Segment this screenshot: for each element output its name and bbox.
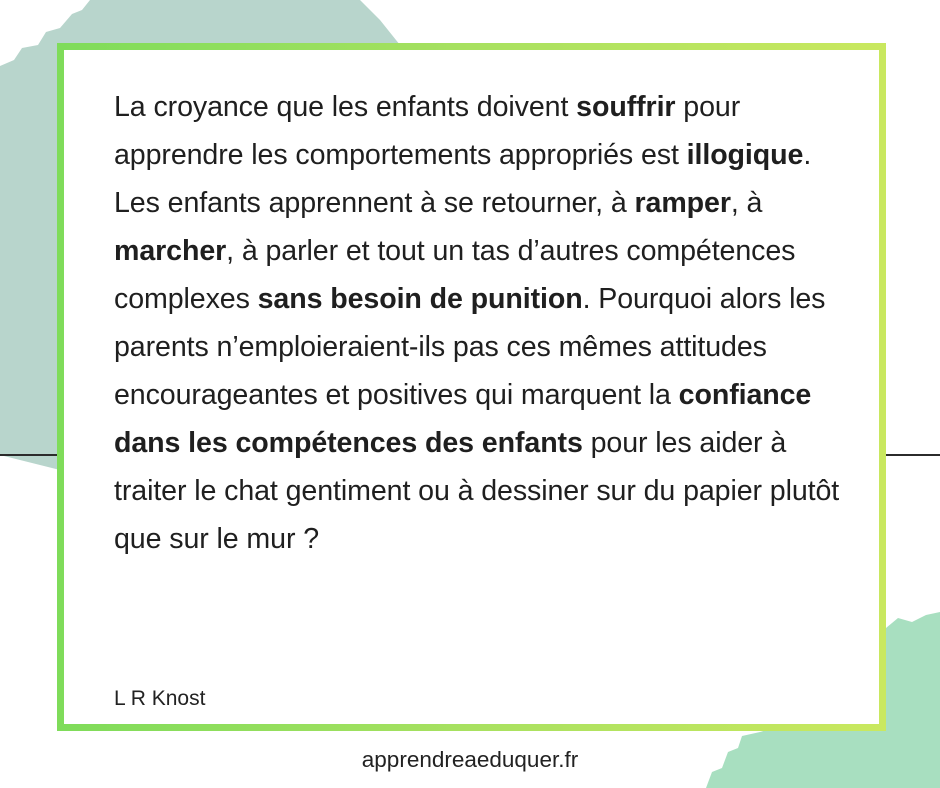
quote-emphasis: confiance dans les compétences des enfants bbox=[114, 379, 812, 459]
quote-segment: La croyance que les enfants doivent bbox=[114, 91, 577, 123]
quote-segment: . Les enfants apprennent à se retourner, à bbox=[114, 139, 812, 219]
quote-text bbox=[114, 83, 844, 563]
quote-segment: pour apprendre les comportements appropriés est bbox=[114, 91, 741, 171]
divider-line-left bbox=[0, 454, 62, 456]
quote-emphasis: sans besoin de punition bbox=[257, 283, 583, 315]
quote-segment: , à parler et tout un tas d’autres compétences complexes bbox=[114, 235, 796, 315]
quote-emphasis: ramper bbox=[634, 187, 731, 219]
quote-emphasis: marcher bbox=[114, 235, 227, 267]
quote-author: L R Knost bbox=[114, 687, 206, 710]
quote-segment: pour les aider à traiter le chat gentiment ou à dessiner sur du papier plutôt que sur le mur ? bbox=[114, 427, 840, 555]
quote-emphasis: souffrir bbox=[576, 91, 676, 123]
quote-segment: , à bbox=[730, 187, 763, 219]
quote-card bbox=[57, 43, 886, 731]
website-url: apprendreaeduquer.fr bbox=[361, 747, 579, 772]
quote-emphasis: illogique bbox=[686, 139, 804, 171]
quote-segment: . Pourquoi alors les parents n’emploieraient-ils pas ces mêmes attitudes encourageantes et positives qui marquent la bbox=[114, 283, 826, 411]
